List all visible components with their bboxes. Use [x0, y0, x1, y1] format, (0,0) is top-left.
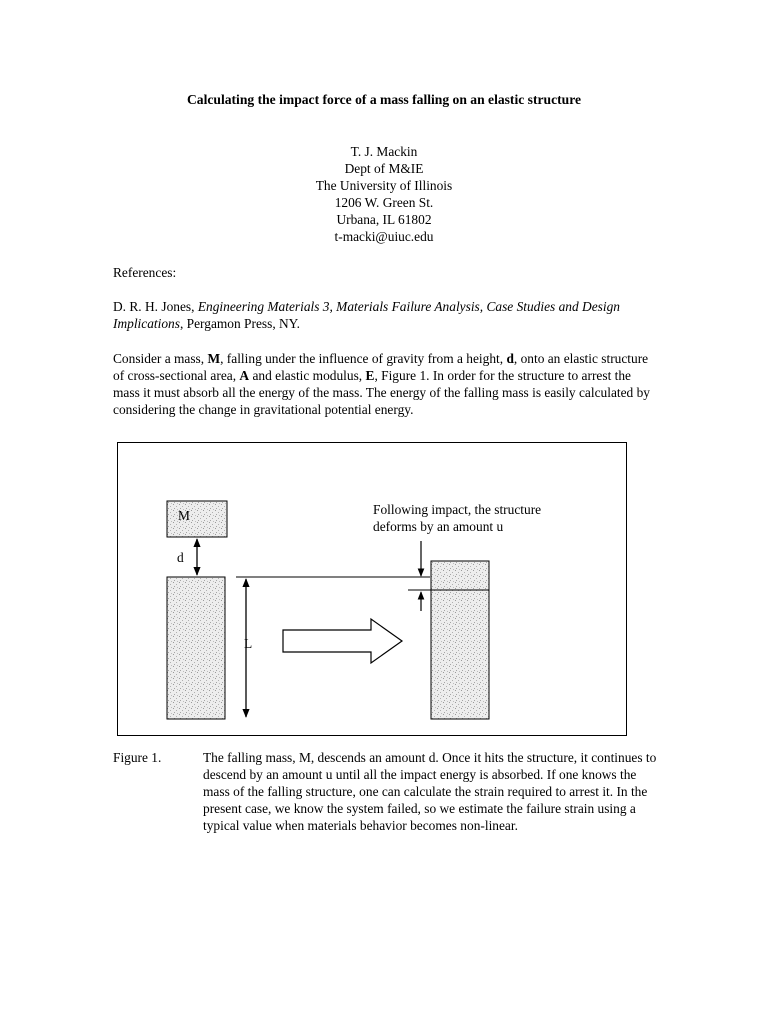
author-email: t-macki@uiuc.edu: [334, 229, 434, 244]
transition-arrow-icon: [283, 619, 402, 663]
annotation-line-1: Following impact, the structure: [373, 502, 542, 517]
reference-publisher: , Pergamon Press, NY.: [179, 316, 300, 331]
author-block: [0, 143, 768, 245]
modulus-symbol: E: [365, 368, 375, 383]
mass-block: [167, 501, 227, 537]
structure-before-impact: [167, 577, 225, 719]
height-label: d: [177, 550, 184, 565]
author-city: Urbana, IL 61802: [336, 212, 432, 227]
mass-label: M: [178, 508, 190, 523]
annotation-line-2: deforms by an amount u: [373, 519, 504, 534]
reference-authors: D. R. H. Jones,: [113, 299, 195, 314]
paragraph-text: and elastic modulus,: [249, 368, 366, 383]
mass-symbol: M: [207, 351, 221, 366]
paragraph-text: , Figure 1. In order for the structure to arrest the mass it must absorb all the energy of the mass. The energy of the falling mass is easily calculated by considering the change in gravitational potential energy.: [113, 368, 650, 417]
height-symbol: d: [506, 351, 514, 366]
body-paragraph: [113, 350, 658, 418]
author-university: The University of Illinois: [315, 178, 453, 193]
length-label: L: [244, 636, 253, 651]
reference-title: Engineering Materials 3, Materials Failure Analysis, Case Studies and Design Implications: [113, 299, 620, 331]
document-title: Calculating the impact force of a mass falling on an elastic structure: [186, 92, 582, 107]
reference-entry: [113, 298, 658, 332]
area-symbol: A: [239, 368, 250, 383]
structure-after-impact: [431, 561, 489, 719]
paragraph-text: , onto an elastic structure of cross-sectional area,: [113, 351, 649, 383]
author-street: 1206 W. Green St.: [334, 195, 434, 210]
author-department: Dept of M&IE: [344, 161, 424, 176]
paragraph-text: , falling under the influence of gravity from a height,: [220, 351, 507, 366]
figure-caption-label: Figure 1.: [113, 750, 162, 765]
figure-1-frame: [117, 442, 627, 736]
paragraph-text: Consider a mass,: [113, 351, 208, 366]
figure-1-diagram: [118, 443, 626, 735]
figure-caption-text: The falling mass, M, descends an amount d. Once it hits the structure, it continues to descend by an amount u until all the impact energy is absorbed. If one knows the mass of the falling structure, one can calculate the strain required to arrest it. In the present case, we know the system failed, so we estimate the failure strain using a typical value when materials behavior becomes non-linear.: [203, 750, 657, 833]
author-name: T. J. Mackin: [350, 144, 418, 159]
references-heading: References:: [113, 265, 177, 280]
